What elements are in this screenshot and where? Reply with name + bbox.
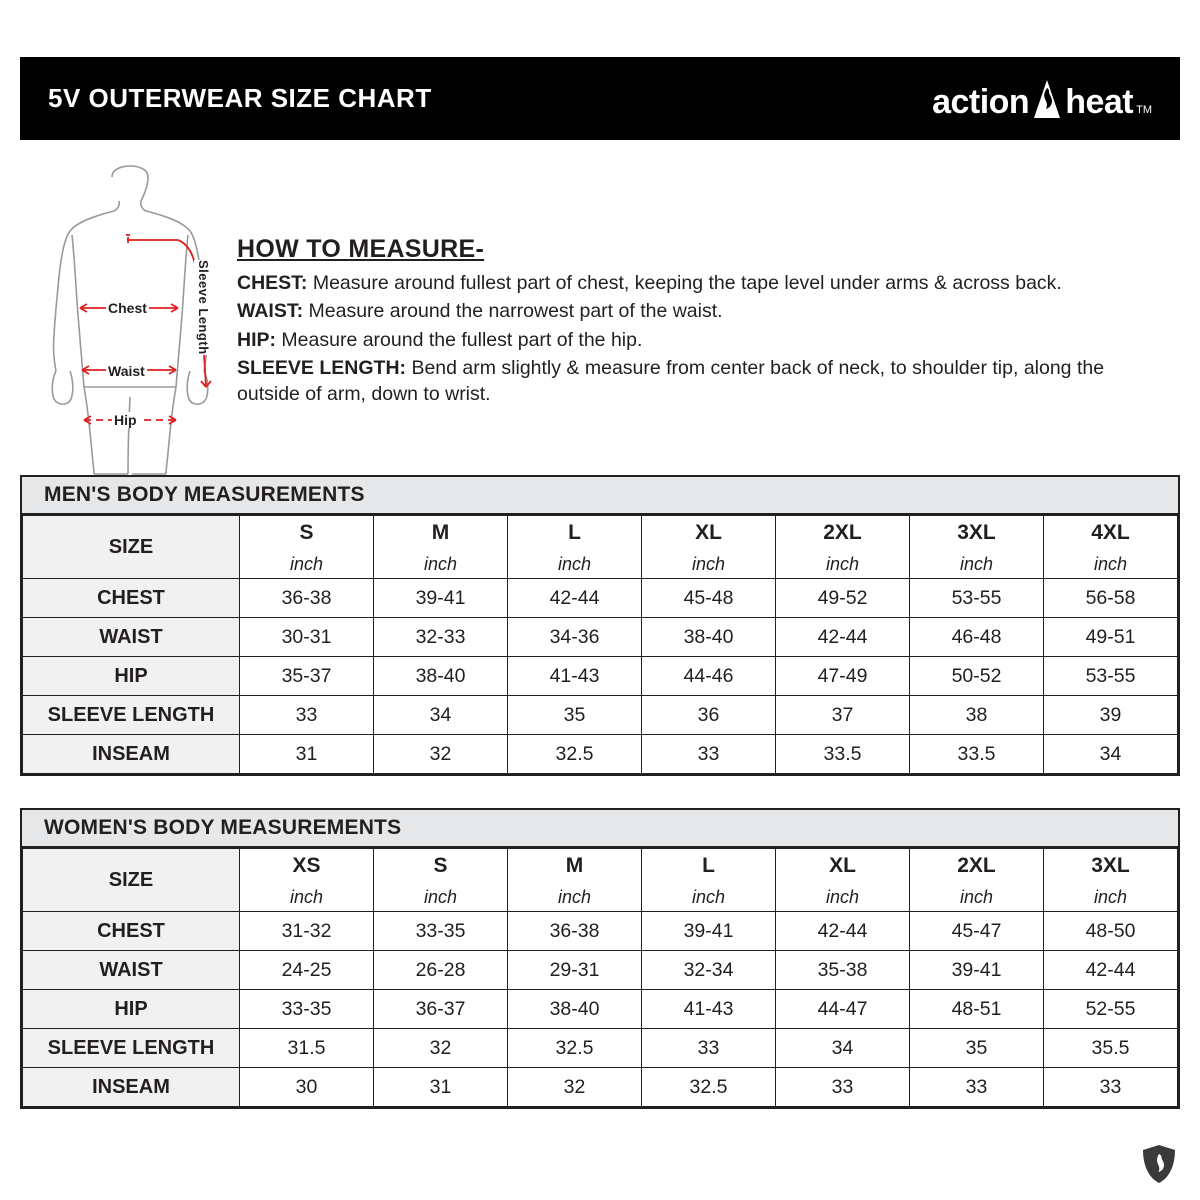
- womens-value-cell: 39-41: [910, 951, 1044, 990]
- mens-value-cell: 42-44: [776, 618, 910, 657]
- table-row: [23, 696, 1178, 735]
- mens-value-cell: 30-31: [240, 618, 374, 657]
- womens-unit-cell: inch: [642, 883, 776, 912]
- shield-flame-icon: [1142, 1144, 1176, 1184]
- sleeve-description: Bend arm slightly & measure from center back of neck, to shoulder tip, along the outside of arm, down to wrist.: [237, 356, 1105, 406]
- womens-table-caption: WOMEN'S BODY MEASUREMENTS: [22, 810, 1178, 848]
- womens-unit-cell: inch: [910, 883, 1044, 912]
- womens-value-cell: 44-47: [776, 990, 910, 1029]
- mens-value-cell: 44-46: [642, 657, 776, 696]
- how-to-measure-section: [237, 235, 1167, 410]
- mens-value-cell: 45-48: [642, 579, 776, 618]
- mens-value-cell: 38: [910, 696, 1044, 735]
- mens-unit-cell: inch: [642, 550, 776, 579]
- figure-label-waist: Waist: [108, 363, 145, 379]
- sleeve-term: SLEEVE LENGTH:: [237, 356, 407, 379]
- womens-value-cell: 32.5: [508, 1029, 642, 1068]
- page-title: 5V OUTERWEAR SIZE CHART: [48, 83, 432, 113]
- womens-value-cell: 29-31: [508, 951, 642, 990]
- mens-value-cell: 47-49: [776, 657, 910, 696]
- womens-size-label: S: [374, 849, 508, 884]
- mens-value-cell: 32.5: [508, 735, 642, 774]
- mens-row-label: CHEST: [23, 579, 240, 618]
- table-row: [23, 735, 1178, 774]
- mens-value-cell: 39: [1044, 696, 1178, 735]
- womens-value-cell: 32-34: [642, 951, 776, 990]
- womens-value-cell: 33: [776, 1068, 910, 1107]
- womens-value-cell: 38-40: [508, 990, 642, 1029]
- womens-value-cell: 35: [910, 1029, 1044, 1068]
- mens-value-cell: 46-48: [910, 618, 1044, 657]
- womens-value-cell: 48-51: [910, 990, 1044, 1029]
- womens-value-cell: 35-38: [776, 951, 910, 990]
- table-row: [23, 990, 1178, 1029]
- mens-value-cell: 53-55: [910, 579, 1044, 618]
- mens-size-label: 3XL: [910, 516, 1044, 551]
- mens-value-cell: 42-44: [508, 579, 642, 618]
- table-row: [23, 657, 1178, 696]
- how-to-measure-sleeve: [237, 355, 1167, 408]
- womens-value-cell: 33: [642, 1029, 776, 1068]
- mens-row-label: WAIST: [23, 618, 240, 657]
- womens-size-label: XS: [240, 849, 374, 884]
- mens-table-caption: MEN'S BODY MEASUREMENTS: [22, 477, 1178, 515]
- mens-value-cell: 38-40: [374, 657, 508, 696]
- brand-name-first: action: [932, 82, 1030, 121]
- mens-value-cell: 34: [374, 696, 508, 735]
- womens-row-label: CHEST: [23, 912, 240, 951]
- womens-row-label: INSEAM: [23, 1068, 240, 1107]
- mens-value-cell: 38-40: [642, 618, 776, 657]
- mens-size-label: 4XL: [1044, 516, 1178, 551]
- mens-value-cell: 34-36: [508, 618, 642, 657]
- womens-value-cell: 35.5: [1044, 1029, 1178, 1068]
- mens-unit-cell: inch: [508, 550, 642, 579]
- mens-size-label: 2XL: [776, 516, 910, 551]
- womens-size-label: L: [642, 849, 776, 884]
- womens-value-cell: 31-32: [240, 912, 374, 951]
- mens-value-cell: 36: [642, 696, 776, 735]
- chest-description: Measure around fullest part of chest, keeping the tape level under arms & across back.: [307, 272, 1062, 294]
- figure-label-sleeve-length: Sleeve Length: [196, 260, 211, 355]
- how-to-measure-waist: [237, 298, 1167, 324]
- brand-name-second: heat: [1065, 82, 1134, 121]
- table-row: [23, 1029, 1178, 1068]
- womens-table-body: [23, 849, 1178, 1107]
- mens-unit-cell: inch: [374, 550, 508, 579]
- figure-label-hip: Hip: [114, 412, 137, 428]
- womens-value-cell: 52-55: [1044, 990, 1178, 1029]
- table-row: [23, 579, 1178, 618]
- mens-value-cell: 34: [1044, 735, 1178, 774]
- how-to-measure-chest: [237, 270, 1167, 296]
- mens-size-label: L: [508, 516, 642, 551]
- womens-value-cell: 24-25: [240, 951, 374, 990]
- mens-measurements-table: [22, 477, 1178, 774]
- mens-value-cell: 32-33: [374, 618, 508, 657]
- mens-table-body: [23, 516, 1178, 774]
- womens-measurements-table-block: [20, 808, 1180, 1109]
- womens-value-cell: 34: [776, 1029, 910, 1068]
- womens-size-header-cell: SIZE: [23, 849, 240, 912]
- mens-size-label: S: [240, 516, 374, 551]
- womens-value-cell: 33: [1044, 1068, 1178, 1107]
- mens-value-cell: 49-51: [1044, 618, 1178, 657]
- waist-term: WAIST:: [237, 300, 304, 323]
- mens-size-header-row: [23, 516, 1178, 551]
- womens-value-cell: 32: [508, 1068, 642, 1107]
- womens-size-header-row: [23, 849, 1178, 884]
- womens-unit-cell: inch: [508, 883, 642, 912]
- womens-size-label: 2XL: [910, 849, 1044, 884]
- mens-value-cell: 33.5: [910, 735, 1044, 774]
- brand-logo: [932, 79, 1152, 119]
- mens-size-label: XL: [642, 516, 776, 551]
- body-measurement-figure: [28, 165, 233, 475]
- womens-value-cell: 36-38: [508, 912, 642, 951]
- table-row: [23, 951, 1178, 990]
- hip-description: Measure around the fullest part of the hip.: [276, 328, 643, 351]
- page-header: [20, 57, 1180, 140]
- mens-value-cell: 32: [374, 735, 508, 774]
- mens-unit-cell: inch: [910, 550, 1044, 579]
- mens-row-label: HIP: [23, 657, 240, 696]
- figure-label-chest: Chest: [108, 300, 147, 316]
- womens-unit-cell: inch: [776, 883, 910, 912]
- womens-row-label: HIP: [23, 990, 240, 1029]
- womens-value-cell: 26-28: [374, 951, 508, 990]
- hip-term: HIP:: [237, 328, 276, 351]
- table-row: [23, 618, 1178, 657]
- womens-row-label: WAIST: [23, 951, 240, 990]
- mens-value-cell: 50-52: [910, 657, 1044, 696]
- mens-value-cell: 36-38: [240, 579, 374, 618]
- womens-size-label: M: [508, 849, 642, 884]
- mens-value-cell: 31: [240, 735, 374, 774]
- mens-value-cell: 41-43: [508, 657, 642, 696]
- mens-value-cell: 39-41: [374, 579, 508, 618]
- womens-value-cell: 33-35: [240, 990, 374, 1029]
- mens-row-label: SLEEVE LENGTH: [23, 696, 240, 735]
- womens-unit-cell: inch: [374, 883, 508, 912]
- mens-unit-cell: inch: [776, 550, 910, 579]
- womens-value-cell: 42-44: [1044, 951, 1178, 990]
- mens-value-cell: 33.5: [776, 735, 910, 774]
- womens-size-label: XL: [776, 849, 910, 884]
- mens-value-cell: 33: [240, 696, 374, 735]
- womens-unit-cell: inch: [1044, 883, 1178, 912]
- brand-trademark: TM: [1136, 103, 1152, 116]
- womens-value-cell: 48-50: [1044, 912, 1178, 951]
- womens-value-cell: 33: [910, 1068, 1044, 1107]
- mens-value-cell: 49-52: [776, 579, 910, 618]
- womens-value-cell: 41-43: [642, 990, 776, 1029]
- table-row: [23, 912, 1178, 951]
- waist-description: Measure around the narrowest part of the waist.: [303, 300, 723, 323]
- mens-value-cell: 35: [508, 696, 642, 735]
- womens-size-label: 3XL: [1044, 849, 1178, 884]
- womens-unit-cell: inch: [240, 883, 374, 912]
- womens-value-cell: 31: [374, 1068, 508, 1107]
- womens-value-cell: 42-44: [776, 912, 910, 951]
- mens-value-cell: 53-55: [1044, 657, 1178, 696]
- how-to-measure-hip: [237, 327, 1167, 353]
- mens-value-cell: 33: [642, 735, 776, 774]
- mens-value-cell: 35-37: [240, 657, 374, 696]
- how-to-measure-heading: HOW TO MEASURE-: [237, 235, 485, 263]
- flame-icon: [1030, 79, 1064, 119]
- mens-unit-cell: inch: [240, 550, 374, 579]
- mens-size-header-cell: SIZE: [23, 516, 240, 579]
- womens-row-label: SLEEVE LENGTH: [23, 1029, 240, 1068]
- womens-measurements-table: [22, 810, 1178, 1107]
- womens-value-cell: 39-41: [642, 912, 776, 951]
- womens-value-cell: 45-47: [910, 912, 1044, 951]
- womens-value-cell: 31.5: [240, 1029, 374, 1068]
- mens-size-label: M: [374, 516, 508, 551]
- womens-value-cell: 33-35: [374, 912, 508, 951]
- womens-value-cell: 32.5: [642, 1068, 776, 1107]
- mens-measurements-table-block: [20, 475, 1180, 776]
- womens-value-cell: 30: [240, 1068, 374, 1107]
- table-row: [23, 1068, 1178, 1107]
- mens-unit-cell: inch: [1044, 550, 1178, 579]
- womens-value-cell: 36-37: [374, 990, 508, 1029]
- mens-value-cell: 56-58: [1044, 579, 1178, 618]
- chest-term: CHEST:: [237, 272, 308, 294]
- womens-value-cell: 32: [374, 1029, 508, 1068]
- mens-row-label: INSEAM: [23, 735, 240, 774]
- mens-value-cell: 37: [776, 696, 910, 735]
